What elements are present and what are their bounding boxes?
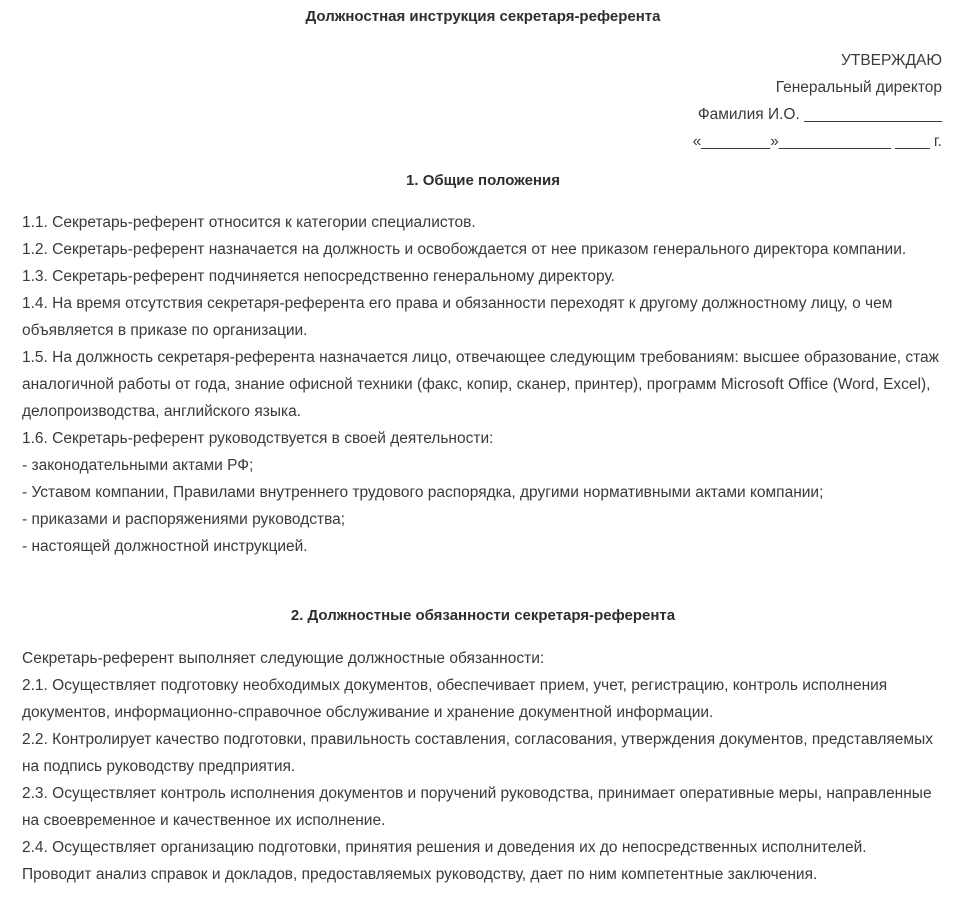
approval-date-line: «________»_____________ ____ г. [692,133,942,150]
paragraph: 2.1. Осуществляет подготовку необходимых документов, обеспечивает прием, учет, регистрацию, контроль исполнения документов, информационно-справочное обслуживание и хранение документной информации. [22,677,888,721]
section-1-body [22,209,944,560]
list-item: - законодательными актами РФ; [22,457,254,474]
paragraph: 2.3. Осуществляет контроль исполнения документов и поручений руководства, принимает оперативные меры, направленные на своевременное и качественное их исполнение. [22,785,932,829]
list-item: - Уставом компании, Правилами внутреннего трудового распорядка, другими нормативными актами компании; [22,484,824,501]
section-1-title: 1. Общие положения [406,172,560,189]
paragraph: 1.2. Секретарь-референт назначается на должность и освобождается от нее приказом генерального директора компании. [22,241,907,258]
section-2-title: 2. Должностные обязанности секретаря-референта [290,607,676,624]
list-item: - настоящей должностной инструкцией. [22,538,308,555]
paragraph: Секретарь-референт выполняет следующие должностные обязанности: [22,650,545,667]
paragraph: 1.5. На должность секретаря-референта назначается лицо, отвечающее следующим требованиям: высшее образование, стаж аналогичной работы от года, знание офисной техники (факс, копир, сканер, принтер), программ Microsoft Office (Word, Excel), делопроизводства, английского языка. [22,349,939,420]
section-2-body [22,645,944,888]
approval-signature-line: Фамилия И.О. ________________ [697,106,942,123]
paragraph: 1.3. Секретарь-референт подчиняется непосредственно генеральному директору. [22,268,615,285]
approval-position: Генеральный директор [775,79,942,96]
paragraph: 1.6. Секретарь-референт руководствуется в своей деятельности: [22,430,494,447]
paragraph: 2.4. Осуществляет организацию подготовки, принятия решения и доведения их до непосредственных исполнителей. Проводит анализ справок и докладов, предоставляемых руководству, дает по ним компетентные заключения. [22,839,867,883]
document-title: Должностная инструкция секретаря-референта [305,8,661,25]
approval-approve: УТВЕРЖДАЮ [841,52,942,69]
list-item: - приказами и распоряжениями руководства; [22,511,346,528]
paragraph: 2.2. Контролирует качество подготовки, правильность составления, согласования, утверждения документов, представляемых на подпись руководству предприятия. [22,731,933,775]
paragraph: 1.4. На время отсутствия секретаря-референта его права и обязанности переходят к другому должностному лицу, о чем объявляется в приказе по организации. [22,295,893,339]
approval-block [693,47,942,155]
paragraph: 1.1. Секретарь-референт относится к категории специалистов. [22,214,476,231]
